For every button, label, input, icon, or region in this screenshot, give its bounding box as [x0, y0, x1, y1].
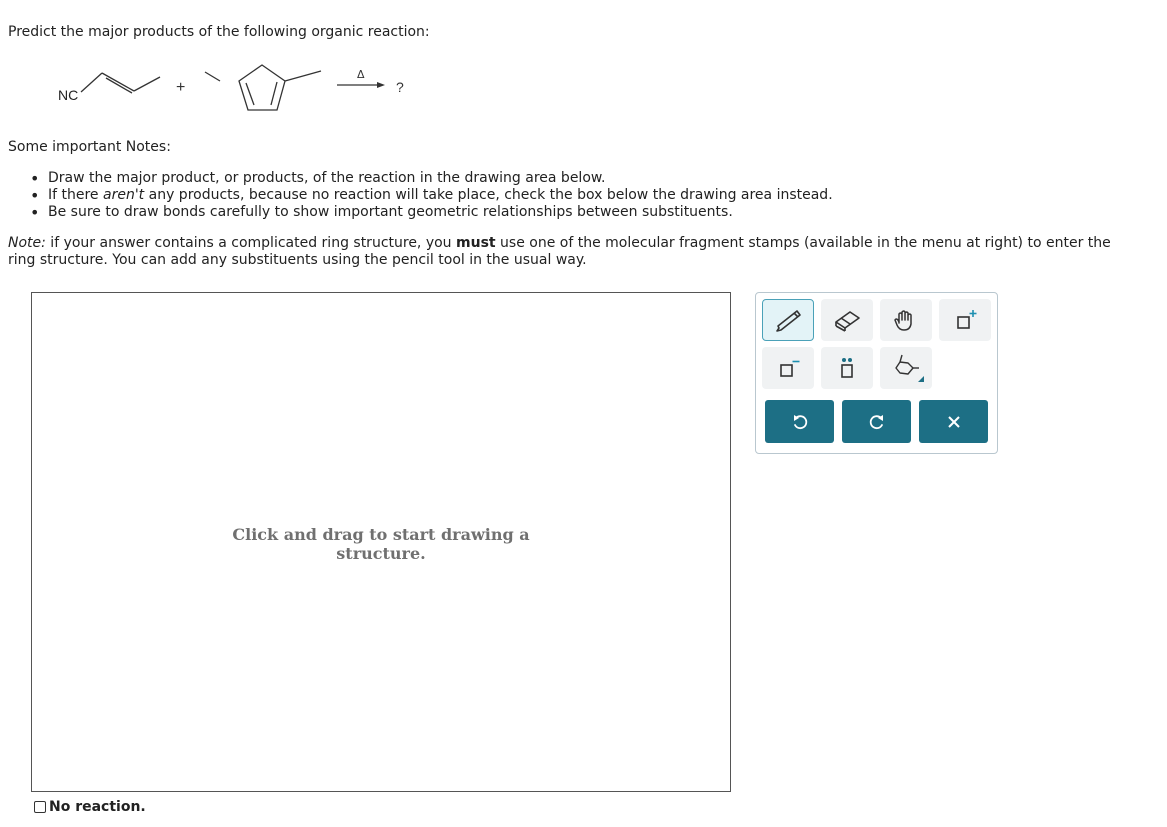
positive-charge-button[interactable]: [939, 299, 991, 341]
no-reaction-option[interactable]: [34, 799, 146, 815]
undo-button[interactable]: [765, 400, 834, 443]
undo-icon: [791, 413, 809, 431]
methylcyclopentadiene-structure: [205, 65, 321, 110]
ring-structure-note: Note: if your answer contains a complicated ring structure, you must use one of the molecular fragment stamps (available in the menu at right) to enter the ring structure. You can add any substituents using the pencil tool in the usual way.: [8, 235, 1111, 268]
lone-pair-button[interactable]: [821, 347, 873, 389]
eraser-tool-button[interactable]: [821, 299, 873, 341]
nitrile-label: NC: [58, 87, 79, 103]
lone-pair-icon: [832, 356, 862, 380]
negative-charge-icon: [773, 356, 803, 380]
drawing-hint: Click and drag to start drawing a structure.: [232, 525, 530, 563]
note-bullet-no-products: • If there aren't any products, because no reaction will take place, check the box below the drawing area instead.: [30, 187, 833, 204]
clear-button[interactable]: [919, 400, 988, 443]
reaction-arrowhead: [377, 82, 385, 88]
note-bullet-bonds: • Be sure to draw bonds carefully to show important geometric relationships between substituents.: [30, 204, 833, 221]
positive-charge-icon: [950, 308, 980, 332]
pencil-tool-button[interactable]: [762, 299, 814, 341]
hand-icon: [891, 308, 921, 332]
drawing-toolbox: [755, 292, 998, 454]
no-reaction-label: No reaction.: [49, 799, 146, 815]
hand-tool-button[interactable]: [880, 299, 932, 341]
ring-stamp-button[interactable]: [880, 347, 932, 389]
clear-icon: [946, 414, 962, 430]
eraser-icon: [832, 308, 862, 332]
pencil-icon: [773, 308, 803, 332]
product-unknown: ?: [396, 79, 404, 95]
notes-title: Some important Notes:: [8, 139, 171, 155]
reaction-scheme: [40, 52, 420, 124]
question-prompt: Predict the major products of the following organic reaction:: [8, 24, 430, 40]
negative-charge-button[interactable]: [762, 347, 814, 389]
drawing-canvas[interactable]: [31, 292, 731, 792]
crotononitrile-structure: [81, 73, 160, 93]
ring-stamp-icon: [886, 352, 926, 384]
heat-condition: Δ: [357, 68, 365, 81]
redo-icon: [868, 413, 886, 431]
note-bullet-draw: • Draw the major product, or products, of the reaction in the drawing area below.: [30, 170, 833, 187]
redo-button[interactable]: [842, 400, 911, 443]
plus-sign: +: [176, 79, 186, 96]
notes-list: [30, 170, 833, 221]
no-reaction-checkbox[interactable]: [34, 801, 46, 813]
